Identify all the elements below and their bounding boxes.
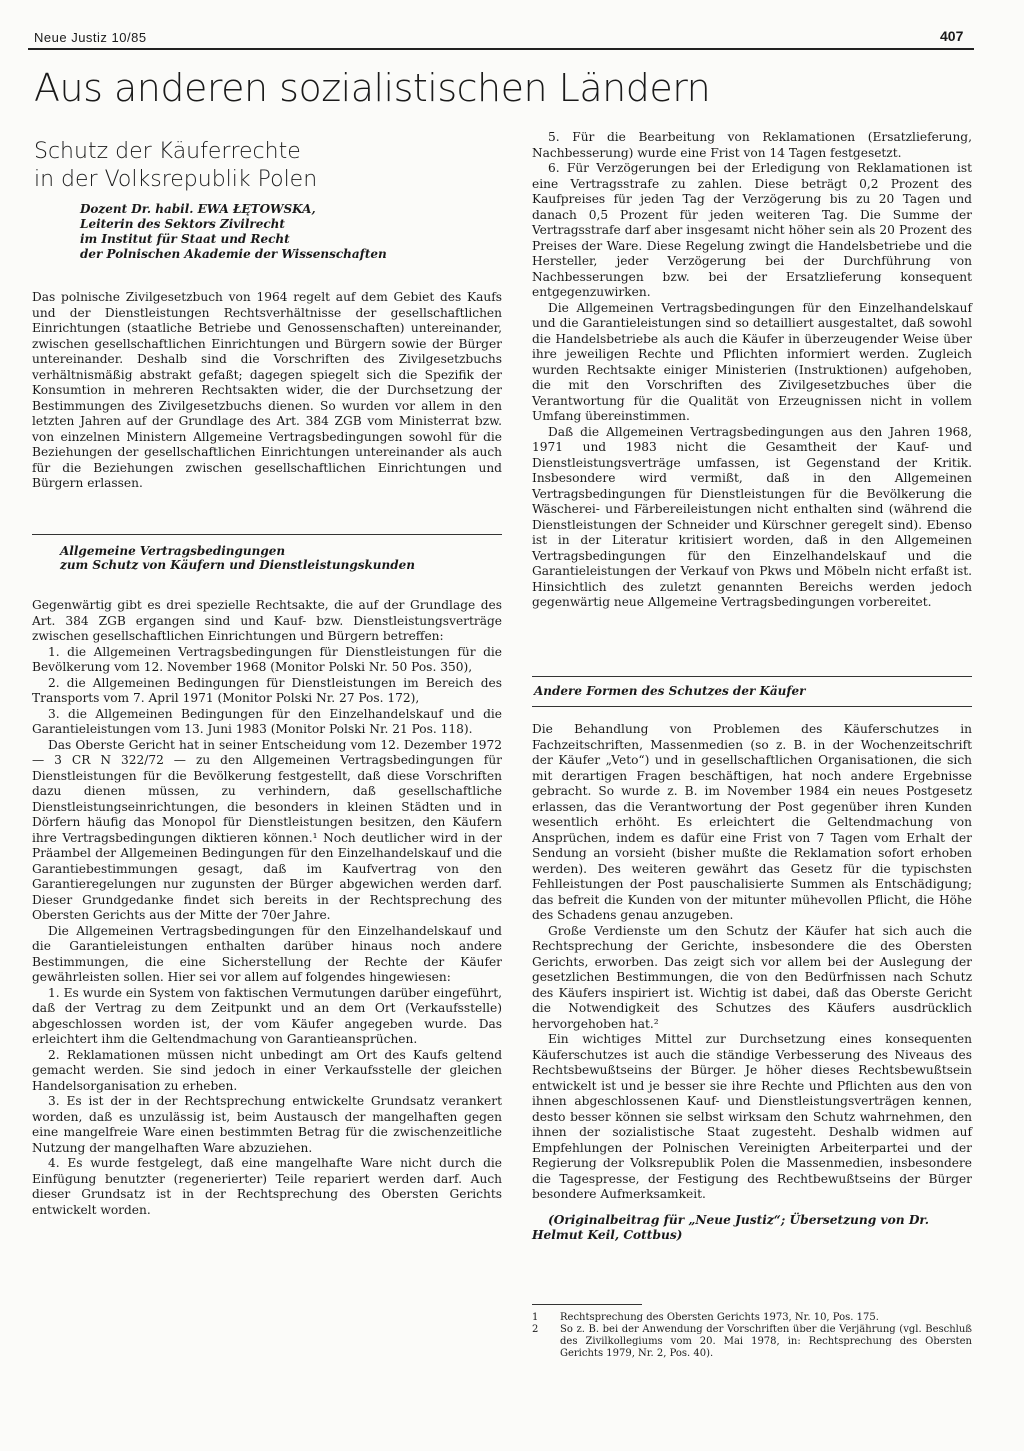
intro-block — [32, 290, 502, 492]
page-number: 407 — [940, 28, 964, 44]
right-body-top — [532, 130, 972, 611]
body-paragraph: Ein wichtiges Mittel zur Durchsetzung eines konsequenten Käuferschutzes ist auch die ständige Verbesserung des Niveaus des Rechtsbewußtseins der Bürger. Je höher dieses Rechtsbewußtsein entwickelt ist und je besser sie ihre Rechte und Pflichten aus den von ihnen abgeschlossenen Kauf- und Dienstleistungsverträgen kennen, desto besser können sie selbst wirksam den Schutz wahrnehmen, den ihnen der sozialistische Staat zugesteht. Deshalb widmen auf Empfehlungen der Polnischen Vereinigten Arbeiterpartei und der Regierung der Volksrepublik Polen die Massenmedien, insbesondere die Tagespresse, der Festigung des Rechtbewußtseins der Bürger besondere Aufmerksamkeit. — [532, 1032, 972, 1201]
author-line-2: Leiterin des Sektors Zivilrecht — [80, 217, 285, 231]
body-paragraph: Gegenwärtig gibt es drei spezielle Rechtsakte, die auf der Grundlage des Art. 384 ZGB ergangen sind und Kauf- bzw. Dienstleistungsverträge zwischen gesellschaftlichen Einrichtungen und Bürgern betreffen: — [32, 598, 502, 643]
list-item: 5. Für die Bearbeitung von Reklamationen (Ersatzlieferung, Nachbesserung) wurde eine Frist von 14 Tagen festgesetzt. — [532, 130, 972, 160]
body-paragraph: Das Oberste Gericht hat in seiner Entscheidung vom 12. Dezember 1972 — 3 CR N 322/72 — zu den Allgemeinen Vertragsbedingungen für Dienstleistungen für die Bevölkerung festgestellt, daß diese Vorschriften dazu dienen müssen, zu verhindern, daß gesellschaftliche Dienstleistungseinrichtungen, die besonders in kleinen Städten und in Dörfern häufig das Monopol für Dienstleistungen besitzen, den Käufern ihre Vertragsbedingungen diktieren können.¹ Noch deutlicher wird in der Präambel der Allgemeinen Bedingungen für den Einzelhandelskauf und die Garantiebestimmungen gesagt, daß im Kaufvertrag von den Garantieregelungen nur zugunsten der Bürger abgewichen werden darf. Dieser Grundgedanke findet sich bereits in der Rechtsprechung des Obersten Gerichts aus der Mitte der 70er Jahre. — [32, 737, 502, 922]
author-line-1: Dozent Dr. habil. EWA ŁĘTOWSKA, — [80, 202, 316, 216]
footnote-number: 2 — [532, 1324, 539, 1335]
list-item: 2. Reklamationen müssen nicht unbedingt am Ort des Kaufs geltend gemacht werden. Sie sind jedoch in einer Verkaufsstelle der gleichen Handelsorganisation zu erheben. — [32, 1047, 502, 1093]
subhead2-rule-bottom — [532, 706, 972, 707]
journal-issue: Neue Justiz 10/85 — [34, 30, 147, 45]
footnotes — [532, 1312, 972, 1360]
body-paragraph: Die Allgemeinen Vertragsbedingungen für den Einzelhandelskauf und die Garantieleistungen sind so detailliert ausgestaltet, daß sowohl die Handelsbetriebe als auch die Käufer in überzeugender Weise über ihre jeweiligen Rechte und Pflichten informiert werden. Zugleich wurden Rechtsakte einiger Ministerien (Instruktionen) aufgehoben, die mit den Vorschriften des Zivilgesetzbuches über die Verantwortung für die Qualität von Erzeugnissen nicht in vollem Umfang übereinstimmen. — [532, 300, 972, 423]
body-paragraph: Große Verdienste um den Schutz der Käufer hat sich auch die Rechtsprechung der Gerichte, insbesondere die des Obersten Gerichts, erworben. Das zeigt sich vor allem bei der Auslegung der gesetzlichen Bestimmungen, die von den Bedürfnissen nach Schutz des Käufers inspiriert ist. Wichtig ist dabei, daß das Oberste Gericht die Notwendigkeit des Schutzes des Käufers ausdrücklich hervorgehoben hat.² — [532, 923, 972, 1031]
translation-credit: (Originalbeitrag für „Neue Justiz“; Übersetzung von Dr. Helmut Keil, Cottbus) — [532, 1212, 929, 1242]
subhead-general-conditions — [60, 544, 500, 572]
subhead-other-forms — [534, 684, 974, 698]
body-paragraph: Die Behandlung von Problemen des Käuferschutzes in Fachzeitschriften, Massenmedien (so z. B. in der Wochenzeitschrift der Käufer „Veto“) und in gesellschaftlichen Organisationen, die sich mit derartigen Fragen beschäftigen, hat noch andere Ergebnisse gebracht. So wurde z. B. im November 1984 ein neues Postgesetz erlassen, das die Verantwortung der Post gegenüber ihren Kunden wesentlich erhöht. Es erleichtert die Geltendmachung von Ansprüchen, indem es dafür eine Frist von 7 Tagen vom Erhalt der Sendung an vorsieht (bisher mußte die Reklamation sofort erhoben werden). Des weiteren gewährt das Gesetz für die typischsten Fehlleistungen der Post pauschalisierte Summen als Entschädigung; das befreit die Kunden von der mitunter mühevollen Pflicht, die Höhe des Schadens genau anzugeben. — [532, 722, 972, 922]
list-item: 6. Für Verzögerungen bei der Erledigung von Reklamationen ist eine Vertragsstrafe zu zahlen. Diese beträgt 0,2 Prozent des Kaufpreises für jeden Tag der Verzögerung bis zu 20 Tagen und danach 0,5 Prozent für jeden weiteren Tag. Die Summe der Vertragsstrafe darf aber insgesamt nicht höher sein als 20 Prozent des Preises der Ware. Diese Regelung zwingt die Handelsbetriebe und die Hersteller, jeder Verzögerung bei der Durchführung von Nachbesserungen bzw. bei der Ersatzlieferung konsequent entgegenzuwirken. — [532, 161, 972, 299]
subhead1-line-2: zum Schutz von Käufern und Dienstleistungskunden — [60, 558, 416, 572]
section-title: Aus anderen sozialistischen Ländern — [34, 66, 711, 110]
subhead2-line: Andere Formen des Schutzes der Käufer — [534, 684, 806, 698]
list-item: 1. Es wurde ein System von faktischen Vermutungen darüber eingeführt, daß der Vertrag zu dem Zeitpunkt und an dem Ort (Verkaufsstelle) abgeschlossen worden ist, der vom Käufer angegeben wurde. Das erleichtert ihm die Geltendmachung von Garantieansprüchen. — [32, 985, 502, 1046]
list-item: 3. Es ist der in der Rechtsprechung entwickelte Grundsatz verankert worden, daß es unzulässig ist, beim Austausch der mangelhaften gegen eine mangelfreie Ware einen bestimmten Betrag für die zwischenzeitliche Nutzung der mangelhaften Ware abzuziehen. — [32, 1094, 502, 1155]
footnote-text: Rechtsprechung des Obersten Gerichts 1973, Nr. 10, Pos. 175. — [560, 1312, 879, 1323]
footnote — [532, 1312, 972, 1324]
left-body — [32, 598, 502, 1218]
author-line-4: der Polnischen Akademie der Wissenschaften — [80, 247, 387, 261]
intro-paragraph: Das polnische Zivilgesetzbuch von 1964 regelt auf dem Gebiet des Kaufs und der Dienstleistungen Rechtsverhältnisse der gesellschaftlichen Einrichtungen (staatliche Betriebe und Genossenschaften) untereinander, zwischen gesellschaftlichen Einrichtungen und Bürgern sowie der Bürger untereinander. Deshalb sind die Vorschriften des Zivilgesetzbuchs verhältnismäßig abstrakt gefaßt; dagegen spiegelt sich die Spezifik der Konsumtion in mehreren Rechtsakten wider, die der Durchsetzung der Bestimmungen des Zivilgesetzbuchs dienen. So wurden vor allem in den letzten Jahren auf der Grundlage des Art. 384 ZGB vom Ministerrat bzw. von einzelnen Ministern Allgemeine Vertragsbedingungen sowohl für die Beziehungen der gesellschaftlichen Einrichtungen untereinander als auch für die Beziehungen zwischen gesellschaftlichen Einrichtungen und Bürgern erlassen. — [32, 290, 502, 490]
author-byline — [80, 202, 500, 262]
article-title — [34, 138, 494, 194]
subhead1-rule — [32, 534, 502, 535]
subhead2-rule — [532, 676, 972, 677]
footnote — [532, 1324, 972, 1360]
right-body-bottom — [532, 722, 972, 1256]
list-item: 4. Es wurde festgelegt, daß eine mangelhafte Ware nicht durch die Einfügung benutzter (regenerierter) Teile repariert werden darf. Auch dieser Grundsatz ist in der Rechtsprechung des Obersten Gerichts entwickelt worden. — [32, 1156, 502, 1217]
list-item: 2. die Allgemeinen Bedingungen für Dienstleistungen im Bereich des Transports vom 7. April 1971 (Monitor Polski Nr. 27 Pos. 172), — [32, 675, 502, 705]
footnote-rule — [532, 1304, 642, 1305]
list-item: 1. die Allgemeinen Vertragsbedingungen für Dienstleistungen für die Bevölkerung vom 12. November 1968 (Monitor Polski Nr. 50 Pos. 350), — [32, 644, 502, 674]
article-title-line-1: Schutz der Käuferrechte — [34, 139, 301, 164]
header-rule — [28, 48, 974, 50]
footnote-number: 1 — [532, 1312, 539, 1323]
body-paragraph: Die Allgemeinen Vertragsbedingungen für den Einzelhandelskauf und die Garantieleistungen enthalten darüber hinaus noch andere Bestimmungen, die eine Sicherstellung der Rechte der Käufer gewährleisten sollen. Hier sei vor allem auf folgendes hingewiesen: — [32, 923, 502, 984]
article-title-line-2: in der Volksrepublik Polen — [34, 167, 318, 192]
list-item: 3. die Allgemeinen Bedingungen für den Einzelhandelskauf und die Garantieleistungen vom 13. Juni 1983 (Monitor Polski Nr. 21 Pos. 118). — [32, 706, 502, 736]
footnote-text: So z. B. bei der Anwendung der Vorschriften über die Verjährung (vgl. Beschluß des Zivilkollegiums vom 20. Mai 1978, in: Rechtsprechung des Obersten Gerichts 1979, Nr. 2, Pos. 40). — [560, 1324, 972, 1359]
body-paragraph: Daß die Allgemeinen Vertragsbedingungen aus den Jahren 1968, 1971 und 1983 nicht die Gesamtheit der Kauf- und Dienstleistungsverträge umfassen, ist Gegenstand der Kritik. Insbesondere wird vermißt, daß in den Allgemeinen Vertragsbedingungen für Dienstleistungen für die Bevölkerung die Wäscherei- und Färbereileistungen nicht enthalten sind (während die Dienstleistungen der Schneider und Kürschner geregelt sind). Ebenso ist in der Literatur kritisiert worden, daß in den Allgemeinen Vertragsbedingungen für den Einzelhandelskauf und die Garantieleistungen der Verkauf von Pkws und Möbeln nicht erfaßt ist. Hinsichtlich des zuletzt genannten Bereichs werden jedoch gegenwärtig neue Allgemeine Vertragsbedingungen vorbereitet. — [532, 424, 972, 609]
author-line-3: im Institut für Staat und Recht — [80, 232, 290, 246]
subhead1-line-1: Allgemeine Vertragsbedingungen — [60, 544, 286, 558]
